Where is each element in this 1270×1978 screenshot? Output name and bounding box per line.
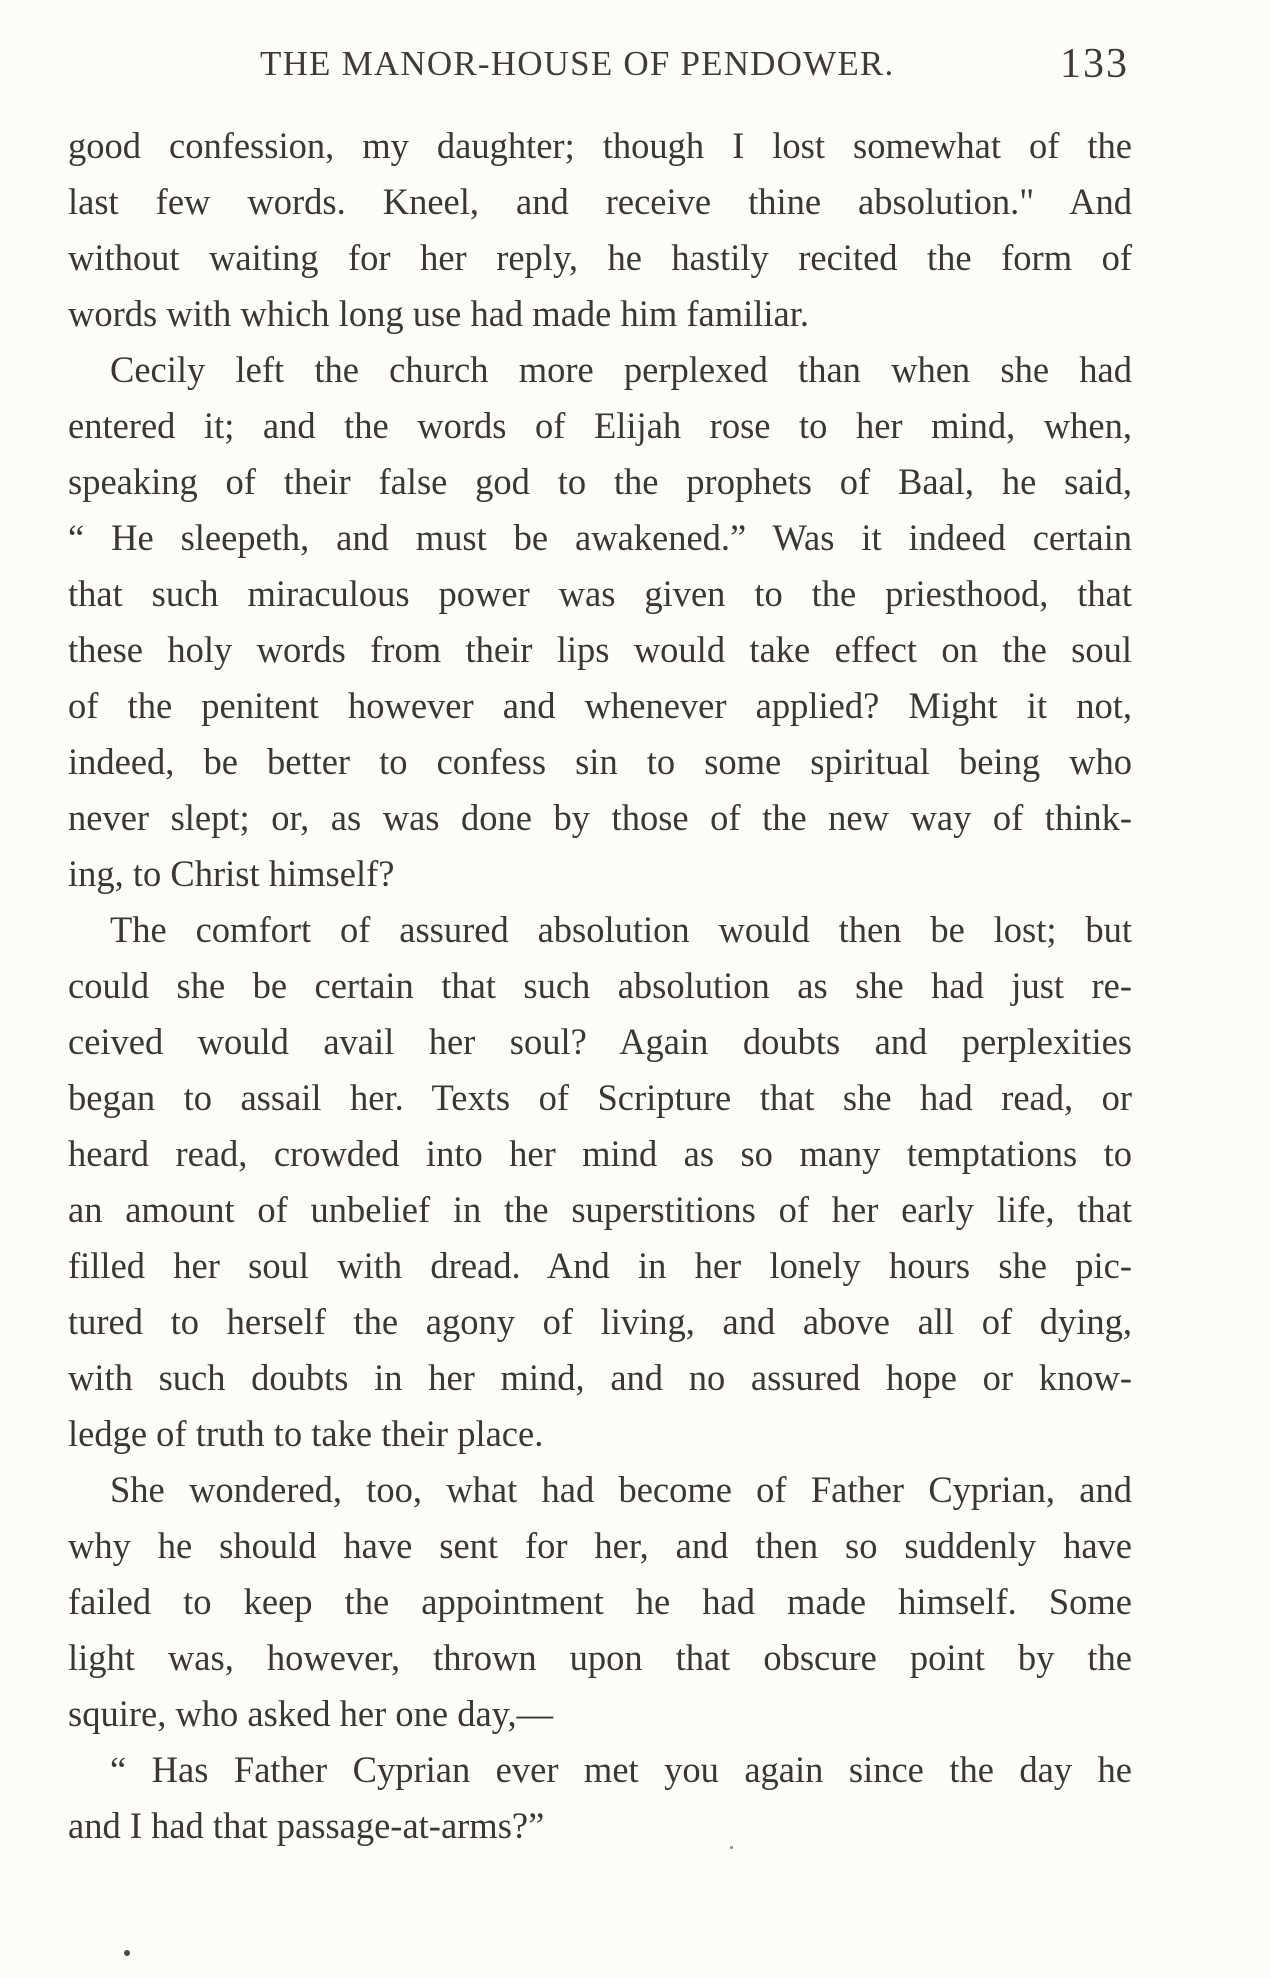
ink-speck [124,1950,130,1956]
text-line: words with which long use had made him familiar. [68,293,810,334]
text-line: good confession, my daughter; though I lost somewhat of the [68,125,1132,166]
text-line: “ He sleepeth, and must be awakened.” Was it indeed certain [68,517,1132,558]
text-line: and I had that passage-at-arms?” [68,1805,545,1846]
text-line: failed to keep the appointment he had made himself. Some [68,1581,1132,1622]
text-line: ledge of truth to take their place. [68,1413,544,1454]
text-line: Cecily left the church more perplexed than when she had [110,349,1132,390]
text-line: of the penitent however and whenever applied? Might it not, [68,685,1132,726]
ink-speck [730,1846,733,1849]
text-line: squire, who asked her one day,— [68,1693,554,1734]
text-line: that such miraculous power was given to the priesthood, that [68,573,1132,614]
text-line: could she be certain that such absolution as she had just re- [68,965,1132,1006]
running-head [0,40,1270,90]
text-line: filled her soul with dread. And in her lonely hours she pic- [68,1245,1132,1286]
text-line: these holy words from their lips would take effect on the soul [68,629,1132,670]
text-line: The comfort of assured absolution would then be lost; but [110,909,1132,950]
text-line: speaking of their false god to the prophets of Baal, he said, [68,461,1132,502]
page-number: 133 [1060,41,1129,87]
text-line: an amount of unbelief in the superstitions of her early life, that [68,1189,1132,1230]
text-line: why he should have sent for her, and then so suddenly have [68,1525,1132,1566]
text-line: light was, however, thrown upon that obscure point by the [68,1637,1132,1678]
body-text [68,118,1132,1854]
text-line: ceived would avail her soul? Again doubts and perplexities [68,1021,1132,1062]
text-line: never slept; or, as was done by those of the new way of think- [68,797,1132,838]
text-line: entered it; and the words of Elijah rose to her mind, when, [68,405,1132,446]
text-line: She wondered, too, what had become of Father Cyprian, and [110,1469,1132,1510]
text-line: with such doubts in her mind, and no assured hope or know- [68,1357,1132,1398]
text-line: indeed, be better to confess sin to some spiritual being who [68,741,1132,782]
text-line: began to assail her. Texts of Scripture that she had read, or [68,1077,1132,1118]
text-line: “ Has Father Cyprian ever met you again since the day he [110,1749,1132,1790]
running-title: THE MANOR-HOUSE OF PENDOWER. [260,44,895,83]
text-line: tured to herself the agony of living, and above all of dying, [68,1301,1132,1342]
text-line: heard read, crowded into her mind as so many temptations to [68,1133,1132,1174]
text-line: without waiting for her reply, he hastily recited the form of [68,237,1132,278]
text-line: ing, to Christ himself? [68,853,395,894]
text-line: last few words. Kneel, and receive thine absolution." And [68,181,1132,222]
